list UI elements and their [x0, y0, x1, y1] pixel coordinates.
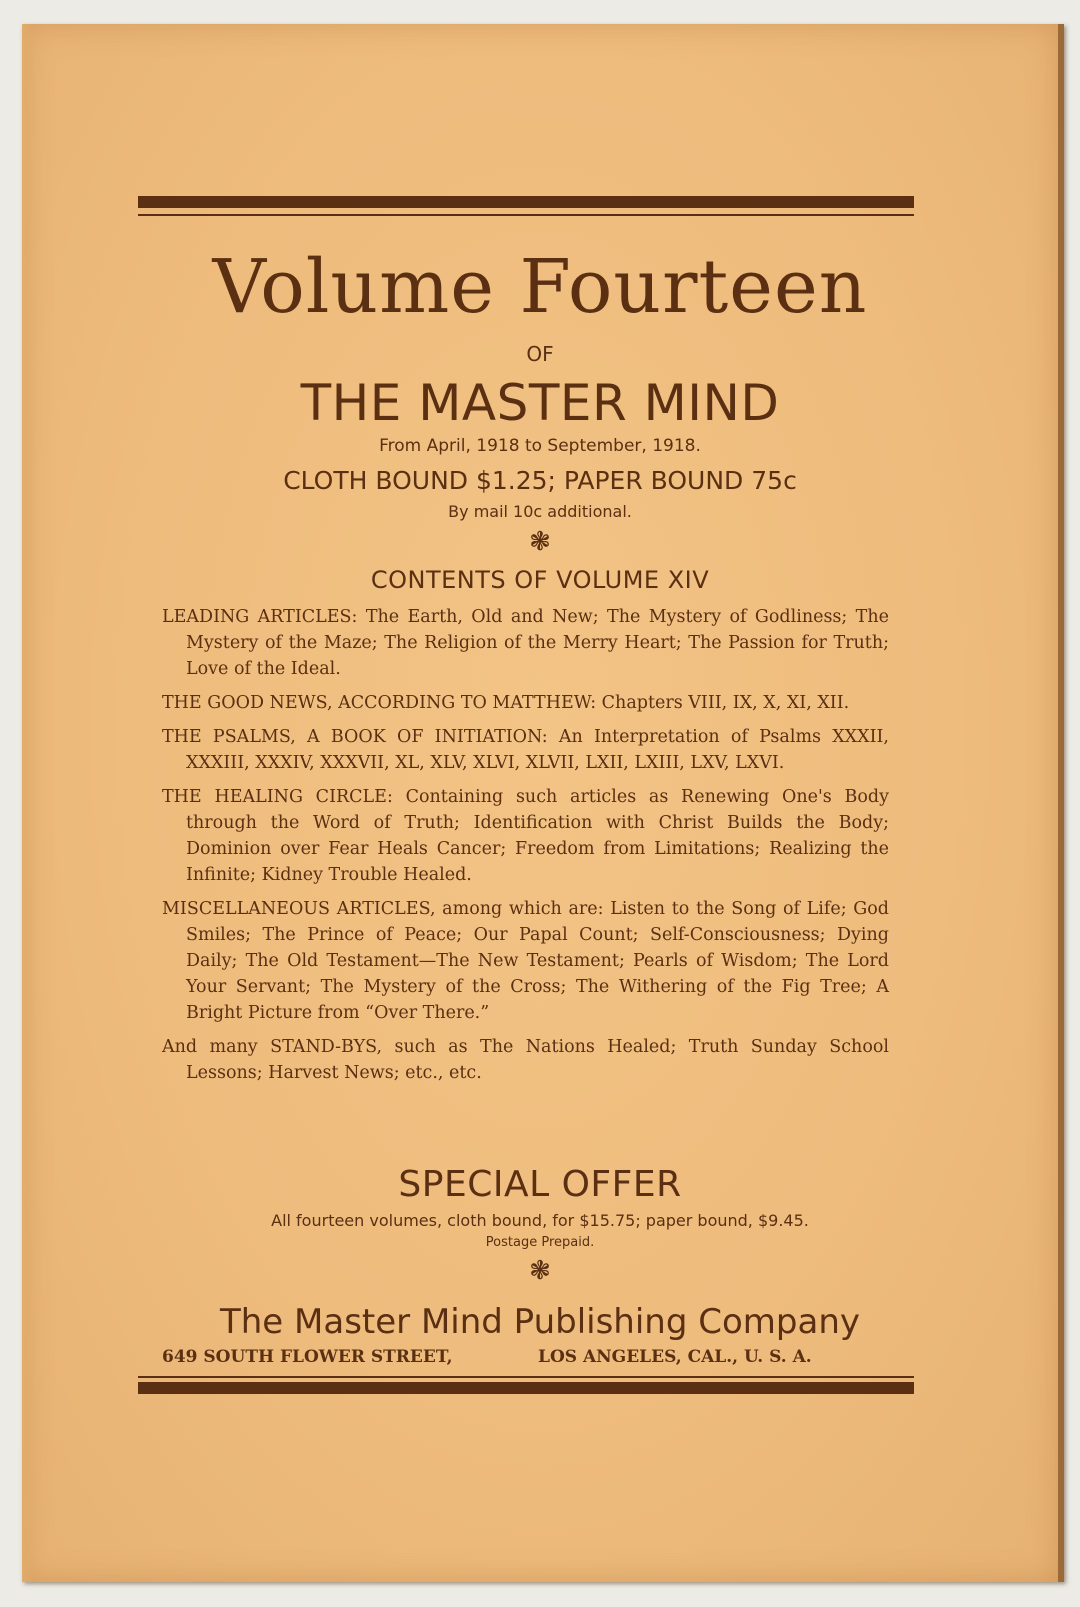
entry-text: The Earth, Old and New; The Mystery of Godliness; The Mystery of the Maze; The Religion of the Merry Heart; The Passion for Truth; Love of the Ideal. [186, 607, 889, 679]
back-cover-page [22, 24, 1064, 1582]
contents-entry-leading-articles [162, 604, 889, 682]
of-label: OF [526, 342, 554, 366]
entry-label: THE PSALMS, A BOOK OF INITIATION: [162, 727, 548, 747]
flower-ornament-icon: ❃ [529, 527, 551, 557]
top-border-thin [138, 214, 914, 216]
entry-label: MISCELLANEOUS ARTICLES, among which are: [162, 899, 604, 919]
volume-title: Volume Fourteen [212, 244, 868, 330]
date-range: From April, 1918 to September, 1918. [379, 436, 701, 456]
postage-note: Postage Prepaid. [485, 1235, 595, 1250]
mail-note: By mail 10c additional. [448, 502, 632, 521]
bottom-border-thick [138, 1382, 914, 1394]
contents-entry-stand-bys [162, 1034, 889, 1086]
address-street: 649 SOUTH FLOWER STREET, [162, 1347, 453, 1367]
flower-ornament-icon: ❃ [529, 1256, 551, 1286]
magazine-title: THE MASTER MIND [300, 374, 780, 432]
price-line: CLOTH BOUND $1.25; PAPER BOUND 75c [283, 466, 797, 495]
entry-text: The Nations Healed; Truth Sunday School Lessons; Harvest News; etc., etc. [186, 1037, 889, 1083]
entry-text: Chapters VIII, IX, X, XI, XII. [601, 693, 850, 713]
entry-label: THE HEALING CIRCLE: [162, 787, 393, 807]
entry-label: LEADING ARTICLES: [162, 607, 358, 627]
entry-label: And many STAND-BYS, such as [162, 1037, 468, 1057]
contents-heading: CONTENTS OF VOLUME XIV [370, 566, 710, 594]
address-city: LOS ANGELES, CAL., U. S. A. [538, 1347, 812, 1367]
entry-text: An Interpretation of Psalms XXXII, XXXIII, XXXIV, XXXVII, XL, XLV, XLVI, XLVII, LXII, LXIII, LXV, LXVI. [186, 727, 889, 773]
contents-entry-psalms [162, 724, 889, 776]
entry-text: Listen to the Song of Life; God Smiles; The Prince of Peace; Our Papal Count; Self-Consciousness; Dying Daily; The Old Testament—The New Testament; Pearls of Wisdom; The Lord Your Servant; The Mystery of the Cross; The Withering of the Fig Tree; A Bright Picture from “Over There.” [186, 899, 889, 1023]
publisher-name: The Master Mind Publishing Company [219, 1302, 860, 1342]
contents-entry-good-news [162, 690, 889, 716]
bottom-border-thin [138, 1376, 914, 1378]
contents-list [162, 604, 889, 1094]
contents-entry-miscellaneous [162, 896, 889, 1026]
special-offer-heading: SPECIAL OFFER [398, 1164, 682, 1205]
contents-entry-healing-circle [162, 784, 889, 888]
entry-text: Containing such articles as Renewing One's Body through the Word of Truth; Identification with Christ Builds the Body; Dominion over Fear Heals Cancer; Freedom from Limitations; Realizing the Infinite; Kidney Trouble Healed. [186, 787, 889, 885]
special-offer-text: All fourteen volumes, cloth bound, for $15.75; paper bound, $9.45. [271, 1211, 809, 1230]
top-border-thick [138, 196, 914, 208]
entry-label: THE GOOD NEWS, ACCORDING TO MATTHEW: [162, 693, 597, 713]
